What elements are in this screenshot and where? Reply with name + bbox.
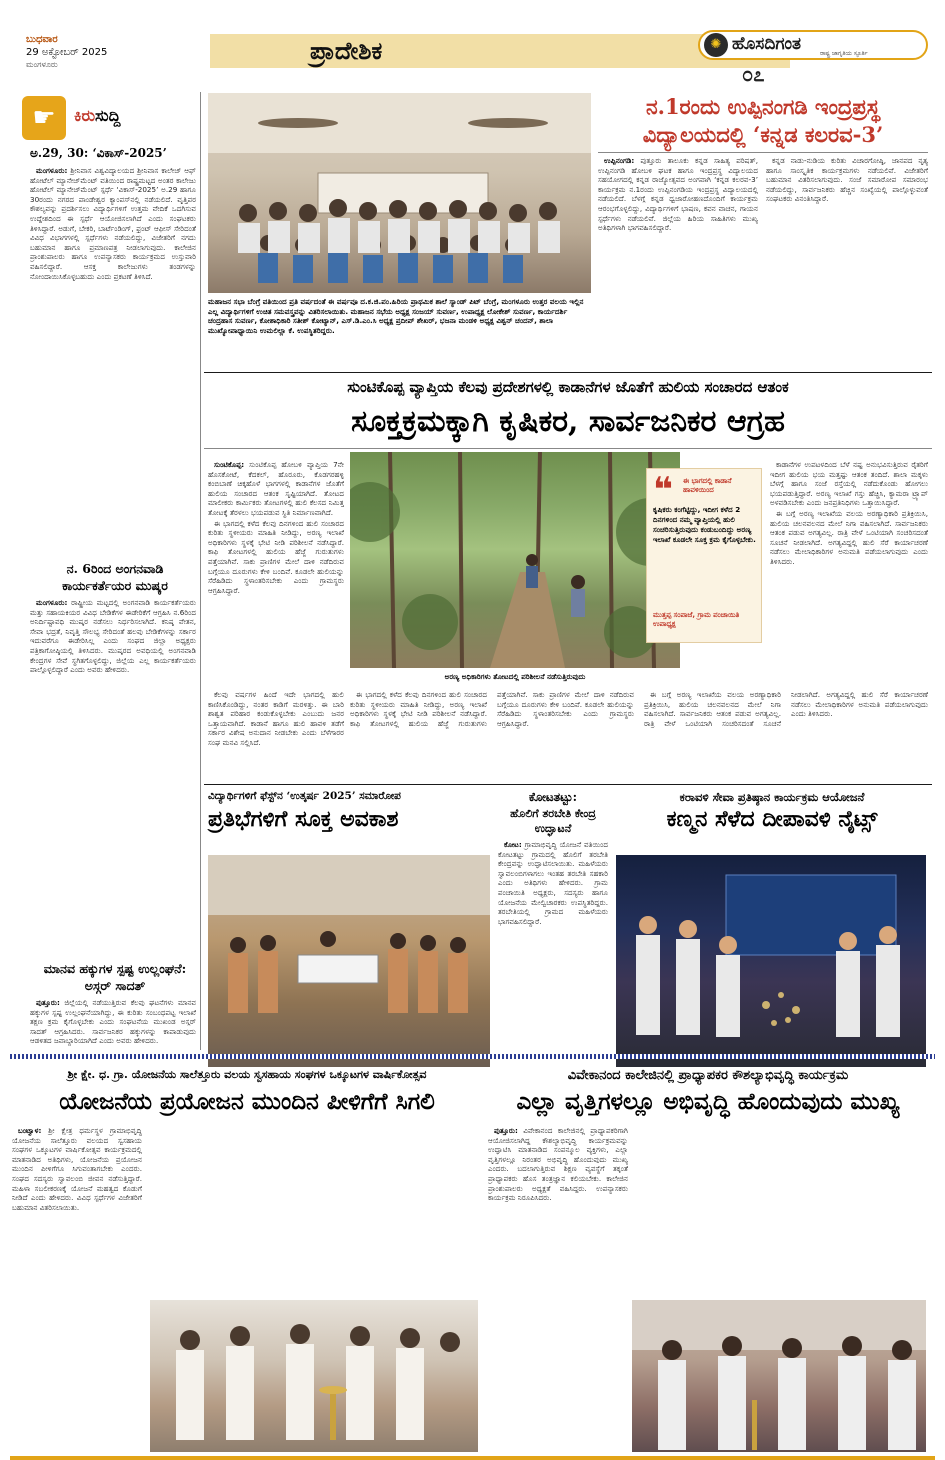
kirusuddi-title-b: ಸುದ್ದಿ	[95, 106, 121, 125]
kiru-item1-body	[30, 166, 196, 554]
bottom-accent-bar	[10, 1456, 935, 1460]
kiru-item1-dateline: ಮಂಗಳೂರು:	[36, 166, 68, 175]
kiru-item3-headline: ಮಾನವ ಹಕ್ಕುಗಳ ಸ್ಪಷ್ಟ ಉಲ್ಲಂಘನೆ: ಅಸ್ಗರ್ ಸಾದತ್	[43, 961, 187, 993]
tiger-body-c	[770, 460, 928, 676]
tiger-text-b: ಈ ಭಾಗದಲ್ಲಿ ಕಳೆದ ಕೆಲವು ದಿನಗಳಿಂದ ಹುಲಿ ಸಂಚಾರದ ಕುರಿತು ಸ್ಥಳೀಯರು ಮಾಹಿತಿ ನೀಡಿದ್ದು, ಅರಣ್ಯ ಇಲಾಖೆ ಅಧಿಕಾರಿಗಳು ಸ್ಥಳಕ್ಕೆ ಭೇಟಿ ನೀಡಿ ಪರಿಶೀಲನೆ ನಡೆಸಿದ್ದಾರೆ. ಕಾಫಿ ತೋಟಗಳಲ್ಲಿ ಹುಲಿಯ ಹೆಜ್ಜೆ ಗುರುತುಗಳು ಪತ್ತೆಯಾಗಿವೆ. ಸಾಕು ಪ್ರಾಣಿಗಳ ಮೇಲೆ ದಾಳಿ ನಡೆದಿರುವ ಬಗ್ಗೆಯೂ ದೂರುಗಳು ಕೇಳಿ ಬಂದಿವೆ. ಕೂಡಲೇ ಹುಲಿಯನ್ನು ಸೆರೆಹಿಡಿದು ಸ್ಥಳಾಂತರಿಸಬೇಕು ಎಂದು ಗ್ರಾಮಸ್ಥರು ಆಗ್ರಹಿಸಿದ್ದಾರೆ.	[208, 518, 344, 595]
kiru-item1-headline: ಅ.29, 30: ‘ವಿಕಾಸ್-2025’	[30, 146, 167, 160]
yojane-text: ಶ್ರೀ ಕ್ಷೇತ್ರ ಧರ್ಮಸ್ಥಳ ಗ್ರಾಮಾಭಿವೃದ್ಧಿ ಯೋಜನೆಯ ಸಾಲೆತ್ತೂರು ವಲಯದ ಸ್ವಸಹಾಯ ಸಂಘಗಳ ಒಕ್ಕೂಟಗಳ ವಾರ್ಷಿಕೋತ್ಸವ ಕಾರ್ಯಕ್ರಮದಲ್ಲಿ ಮಾತನಾಡಿದ ಅತಿಥಿಗಳು, ಯೋಜನೆಯ ಪ್ರಯೋಜನ ಮುಂದಿನ ಪೀಳಿಗೆಗೂ ಸಿಗುವಂತಾಗಬೇಕು ಎಂದರು. ಸಂಘದ ಸದಸ್ಯರು ಸ್ವಾವಲಂಬಿ ಜೀವನ ನಡೆಸುತ್ತಿದ್ದಾರೆ. ಮಹಿಳಾ ಸಬಲೀಕರಣಕ್ಕೆ ಯೋಜನೆ ಮಹತ್ವದ ಕೊಡುಗೆ ನೀಡಿದೆ ಎಂದು ಹೇಳಿದರು. ವಿವಿಧ ಸ್ಪರ್ಧೆಗಳ ವಿಜೇತರಿಗೆ ಬಹುಮಾನ ವಿತರಿಸಲಾಯಿತು.	[12, 1126, 142, 1212]
indraprastha-dateline: ಉಪ್ಪಿನಂಗಡಿ:	[604, 156, 635, 165]
kiru-item3-body	[30, 998, 196, 1048]
utkarsh-fest-photo	[208, 855, 490, 1067]
diwali-nights-photo	[616, 855, 926, 1067]
tiger-body-d-col	[208, 690, 344, 780]
koteththadu-text: ಗ್ರಾಮಾಭಿವೃದ್ಧಿ ಯೋಜನೆ ವತಿಯಿಂದ ಕೋಟತಟ್ಟು ಗ್ರಾಮದಲ್ಲಿ ಹೊಲಿಗೆ ತರಬೇತಿ ಕೇಂದ್ರವನ್ನು ಉದ್ಘಾಟಿಸಲಾಯಿತು. ಮಹಿಳೆಯರು ಸ್ವಾವಲಂಬಿಗಳಾಗಲು ಇಂತಹ ತರಬೇತಿ ಸಹಕಾರಿ ಎಂದು ಅತಿಥಿಗಳು ಹೇಳಿದರು. ಗ್ರಾಮ ಪಂಚಾಯಿತಿ ಅಧ್ಯಕ್ಷರು, ಸದಸ್ಯರು ಹಾಗೂ ಯೋಜನೆಯ ಮೇಲ್ವಿಚಾರಕರು ಉಪಸ್ಥಿತರಿದ್ದರು. ತರಬೇತಿಯಲ್ಲಿ ಗ್ರಾಮದ ಮಹಿಳೆಯರು ಭಾಗವಹಿಸಲಿದ್ದಾರೆ.	[498, 840, 608, 926]
brand-tagline: ರಾಷ್ಟ್ರ ಜಾಗೃತಿಯ ಸ್ಫೂರ್ತಿ	[820, 50, 868, 57]
tiger-dateline: ಸುಂಟಿಕೊಪ್ಪ:	[214, 460, 245, 469]
group-photo-illustration	[208, 93, 591, 293]
indraprastha-text-a: ಪುತ್ತೂರು ತಾಲೂಕು ಕನ್ನಡ ಸಾಹಿತ್ಯ ಪರಿಷತ್, ಉಪ್ಪಿನಂಗಡಿ ಹೋಬಳಿ ಘಟಕ ಹಾಗೂ ಇಂದ್ರಪ್ರಸ್ಥ ವಿದ್ಯಾಲಯದ ಸಹಯೋಗದಲ್ಲಿ ಕನ್ನಡ ರಾಜ್ಯೋತ್ಸವದ ಅಂಗವಾಗಿ ‘ಕನ್ನಡ ಕಲರವ-3’ ಕಾರ್ಯಕ್ರಮ ನ.1ರಂದು ಉಪ್ಪಿನಂಗಡಿಯ ಇಂದ್ರಪ್ರಸ್ಥ ವಿದ್ಯಾಲಯದಲ್ಲಿ ನಡೆಯಲಿದೆ. ಬೆಳಗ್ಗೆ ಕನ್ನಡ ಧ್ವಜಾರೋಹಣದೊಂದಿಗೆ ಕಾರ್ಯಕ್ರಮ ಆರಂಭಗೊಳ್ಳಲಿದ್ದು, ವಿದ್ಯಾರ್ಥಿಗಳಿಗೆ ಭಾಷಣ, ಕವನ ವಾಚನ, ಗಾಯನ ಸ್ಪರ್ಧೆಗಳು ನಡೆಯಲಿವೆ. ಜಿಲ್ಲೆಯ ಹಿರಿಯ ಸಾಹಿತಿಗಳು ಮುಖ್ಯ ಅತಿಥಿಗಳಾಗಿ ಭಾಗವಹಿಸಲಿದ್ದಾರೆ.	[598, 156, 758, 233]
forest-photo-caption: ಅರಣ್ಯ ಅಧಿಕಾರಿಗಳು ತೋಟದಲ್ಲಿ ಪರಿಶೀಲನೆ ನಡೆಸುತ್ತಿರುವುದು	[444, 672, 586, 681]
tiger-body-a	[208, 460, 344, 676]
college-event-illustration	[632, 1300, 926, 1452]
tiger-text-a: ಸುಂಟಿಕೊಪ್ಪ ಹೋಬಳಿ ವ್ಯಾಪ್ತಿಯ 7ನೇ ಹೊಸಕೋಟೆ, ಕೆದಕಲ್, ಹೊರೂರು, ಕೊಡಗರಹಳ್ಳಿ ಕಂಬಿಬಾಣೆ ಚಿಕ್ಕಹೊಳೆ ಭಾಗಗಳಲ್ಲಿ ಕಾಡಾನೆಗಳ ಜೊತೆಗೆ ಹುಲಿಯ ಸಂಚಾರದ ಆತಂಕ ಸೃಷ್ಟಿಯಾಗಿದೆ. ತೋಟದ ಮಾಲೀಕರು ಕಾರ್ಮಿಕರು ತೋಟಗಳಲ್ಲಿ ಹುಲಿ ಕೆಲಸದ ನಿಮಿತ್ತ ತೋಟಕ್ಕೆ ತೆರಳಲು ಭಯಪಡುವ ಸ್ಥಿತಿ ನಿರ್ಮಾಣವಾಗಿದೆ.	[208, 460, 344, 517]
koteththadu-kicker: ಕೋಟತಟ್ಟು:	[528, 790, 578, 804]
tiger-text-e: ಕೆಲವು ವರ್ಷಗಳ ಹಿಂದೆ ಇದೇ ಭಾಗದಲ್ಲಿ ಹುಲಿ ಕಾಣಿಸಿಕೊಂಡಿದ್ದು, ನಂತರ ಕಾಡಿಗೆ ಮರಳಿತ್ತು. ಈ ಬಾರಿ ಶಾಶ್ವತ ಪರಿಹಾರ ಕಂಡುಕೊಳ್ಳಬೇಕು ಎಂಬುದು ಜನರ ಒತ್ತಾಯವಾಗಿದೆ. ಕಾಡಾನೆ ಹಾಗೂ ಹುಲಿ ಹಾವಳಿ ತಡೆಗೆ ಸರ್ಕಾರ ವಿಶೇಷ ಅನುದಾನ ನೀಡಬೇಕು ಎಂದು ಬೆಳೆಗಾರರ ಸಂಘ ಮನವಿ ಸಲ್ಲಿಸಿದೆ.	[208, 690, 344, 747]
vivekananda-dateline: ಪುತ್ತೂರು:	[494, 1126, 518, 1135]
utkarsh-kicker: ವಿದ್ಯಾರ್ಥಿಗಳಿಗೆ ಫೆಸ್ಟ್‌ನ ‘ಉತ್ಕರ್ಷ 2025’ ಸಮಾರೋಪ	[208, 790, 401, 802]
divider	[204, 448, 932, 449]
hand-icon: ☛	[22, 96, 66, 140]
forest-illustration	[350, 452, 680, 668]
tiger-kicker: ಸುಂಟಿಕೊಪ್ಪ ವ್ಯಾಪ್ತಿಯ ಕೆಲವು ಪ್ರದೇಶಗಳಲ್ಲಿ ಕಾಡಾನೆಗಳ ಜೊತೆಗೆ ಹುಲಿಯ ಸಂಚಾರದ ಆತಂಕ	[347, 378, 789, 396]
masthead	[0, 0, 945, 88]
vivekananda-headline: ಎಲ್ಲಾ ವೃತ್ತಿಗಳಲ್ಲೂ ಅಭಿವೃದ್ಧಿ ಹೊಂದುವುದು ಮುಖ್ಯ	[516, 1088, 900, 1115]
indraprastha-text-b: ಕನ್ನಡ ನಾಡು-ನುಡಿಯ ಕುರಿತು ವಿಚಾರಗೋಷ್ಠಿ, ಜಾನಪದ ನೃತ್ಯ ಹಾಗೂ ಸಾಂಸ್ಕೃತಿಕ ಕಾರ್ಯಕ್ರಮಗಳು ನಡೆಯಲಿವೆ. ವಿಜೇತರಿಗೆ ಬಹುಮಾನ ವಿತರಿಸಲಾಗುವುದು. ಸಂಜೆ ಸಮಾರೋಪ ಸಮಾರಂಭ ನಡೆಯಲಿದ್ದು, ಸಾರ್ವಜನಿಕರು ಹೆಚ್ಚಿನ ಸಂಖ್ಯೆಯಲ್ಲಿ ಪಾಲ್ಗೊಳ್ಳುವಂತೆ ಸಂಘಟಕರು ವಿನಂತಿಸಿದ್ದಾರೆ.	[766, 156, 928, 204]
page-number: ೦೭	[742, 62, 765, 86]
quote-head: ಈ ಭಾಗದಲ್ಲಿ ಕಾಡಾನೆ ಹಾವಳಿಯಿಂದ	[683, 477, 732, 494]
kiru-item2-headline: ನ. 6ರಿಂದ ಅಂಗನವಾಡಿ ಕಾರ್ಯಕರ್ತೆಯರ ಮುಷ್ಕರ	[62, 561, 168, 593]
kiru-item3-dateline: ಪುತ್ತೂರು:	[36, 998, 60, 1007]
kiru-item2-text: ರಾಷ್ಟ್ರೀಯ ಮಟ್ಟದಲ್ಲಿ ಅಂಗನವಾಡಿ ಕಾರ್ಯಕರ್ತೆಯರು ಮತ್ತು ಸಹಾಯಕಿಯರ ವಿವಿಧ ಬೇಡಿಕೆಗಳ ಈಡೇರಿಕೆಗೆ ಆಗ್ರಹಿಸಿ ನ.6ರಿಂದ ಅನಿರ್ದಿಷ್ಟಾವಧಿ ಮುಷ್ಕರ ನಡೆಸಲು ನಿರ್ಧರಿಸಲಾಗಿದೆ. ಕನಿಷ್ಠ ವೇತನ, ಸೇವಾ ಭದ್ರತೆ, ನಿವೃತ್ತಿ ಸೌಲಭ್ಯ ಸೇರಿದಂತೆ ಹಲವು ಬೇಡಿಕೆಗಳನ್ನು ಸರ್ಕಾರ ಇದುವರೆಗೂ ಈಡೇರಿಸಿಲ್ಲ ಎಂದು ಸಂಘದ ಜಿಲ್ಲಾ ಅಧ್ಯಕ್ಷರು ಪತ್ರಿಕಾಗೋಷ್ಠಿಯಲ್ಲಿ ತಿಳಿಸಿದರು. ಮುಷ್ಕರದ ಅವಧಿಯಲ್ಲಿ ಅಂಗನವಾಡಿ ಕೇಂದ್ರಗಳ ಸೇವೆ ಸ್ಥಗಿತಗೊಳ್ಳಲಿದ್ದು, ಜಿಲ್ಲೆಯ ಎಲ್ಲ ಕಾರ್ಯಕರ್ತೆಯರು ಪಾಲ್ಗೊಳ್ಳಲಿದ್ದಾರೆ ಎಂದು ಅವರು ಹೇಳಿದರು.	[30, 598, 196, 675]
brand-name: ಹೊಸದಿಗಂತ	[732, 34, 802, 54]
yojane-dateline: ಬಂಟ್ವಾಳ:	[18, 1126, 42, 1135]
section-divider-strip	[10, 1054, 935, 1059]
tiger-text-d: ಈ ಬಗ್ಗೆ ಅರಣ್ಯ ಇಲಾಖೆಯ ವಲಯ ಅರಣ್ಯಾಧಿಕಾರಿ ಪ್ರತಿಕ್ರಿಯಿಸಿ, ಹುಲಿಯ ಚಲನವಲನದ ಮೇಲೆ ನಿಗಾ ವಹಿಸಲಾಗಿದೆ. ಸಾರ್ವಜನಿಕರು ಆತಂಕ ಪಡುವ ಅಗತ್ಯವಿಲ್ಲ. ರಾತ್ರಿ ವೇಳೆ ಒಂಟಿಯಾಗಿ ಸಂಚರಿಸದಂತೆ ಸೂಚನೆ ನೀಡಲಾಗಿದೆ. ಅಗತ್ಯವಿದ್ದಲ್ಲಿ ಹುಲಿ ಸೆರೆ ಕಾರ್ಯಾಚರಣೆ ನಡೆಸಲು ಮೇಲಾಧಿಕಾರಿಗಳ ಅನುಮತಿ ಪಡೆಯಲಾಗುವುದು ಎಂದು ತಿಳಿಸಿದರು.	[770, 508, 928, 566]
quote-icon: ❝	[653, 470, 673, 510]
tiger-text-b-cont: ಈ ಭಾಗದಲ್ಲಿ ಕಳೆದ ಕೆಲವು ದಿನಗಳಿಂದ ಹುಲಿ ಸಂಚಾರದ ಕುರಿತು ಸ್ಥಳೀಯರು ಮಾಹಿತಿ ನೀಡಿದ್ದು, ಅರಣ್ಯ ಇಲಾಖೆ ಅಧಿಕಾರಿಗಳು ಸ್ಥಳಕ್ಕೆ ಭೇಟಿ ನೀಡಿ ಪರಿಶೀಲನೆ ನಡೆಸಿದ್ದಾರೆ. ಕಾಫಿ ತೋಟಗಳಲ್ಲಿ ಹುಲಿಯ ಹೆಜ್ಜೆ ಗುರುತುಗಳು ಪತ್ತೆಯಾಗಿವೆ. ಸಾಕು ಪ್ರಾಣಿಗಳ ಮೇಲೆ ದಾಳಿ ನಡೆದಿರುವ ಬಗ್ಗೆಯೂ ದೂರುಗಳು ಕೇಳಿ ಬಂದಿವೆ. ಕೂಡಲೇ ಹುಲಿಯನ್ನು ಸೆರೆಹಿಡಿದು ಸ್ಥಳಾಂತರಿಸಬೇಕು ಎಂದು ಗ್ರಾಮಸ್ಥರು ಆಗ್ರಹಿಸಿದ್ದಾರೆ.	[350, 690, 634, 728]
koteththadu-dateline: ಕೋಟ:	[504, 840, 522, 849]
lamp-icon: ✺	[704, 33, 728, 57]
vivekananda-body	[488, 1126, 628, 1452]
tiger-body-continued	[350, 690, 928, 780]
indraprastha-body-a	[598, 156, 758, 344]
issue-date: 29 ಅಕ್ಟೋಬರ್ 2025	[26, 47, 108, 58]
diwali-stage-illustration	[616, 855, 926, 1067]
kirusuddi-title-a: ಕಿರು	[74, 106, 96, 125]
yojane-kicker: ಶ್ರೀ ಕ್ಷೇ. ಧ. ಗ್ರಾ. ಯೋಜನೆಯ ಸಾಲೆತ್ತೂರು ವಲಯ ಸ್ವಸಹಾಯ ಸಂಘಗಳ ಒಕ್ಕೂಟಗಳ ವಾರ್ಷಿಕೋತ್ಸವ	[67, 1068, 427, 1081]
weekday: ಬುಧವಾರ	[26, 34, 58, 45]
column-rule	[200, 92, 201, 1050]
kirusuddi-title	[74, 106, 120, 126]
forest-officials-photo	[350, 452, 680, 668]
stage-illustration	[208, 855, 490, 1067]
diwali-headline: ಕಣ್ಮನ ಸೆಳೆದ ದೀಪಾವಳಿ ನೈಟ್ಸ್	[666, 806, 878, 832]
koteththadu-headline: ಹೊಲಿಗೆ ತರಬೇತಿ ಕೇಂದ್ರ ಉದ್ಘಾಟನೆ	[510, 807, 596, 835]
quote-author: ಮುತ್ತಪ್ಪ ಸಂಪಾಜೆ, ಗ್ರಾಮ ಪಂಚಾಯಿತಿ ಉಪಾಧ್ಯಕ್ಷ	[653, 611, 740, 628]
vivekananda-event-photo	[632, 1300, 926, 1452]
divider	[204, 372, 932, 373]
kiru-item3-text: ಜಿಲ್ಲೆಯಲ್ಲಿ ನಡೆಯುತ್ತಿರುವ ಕೆಲವು ಘಟನೆಗಳು ಮಾನವ ಹಕ್ಕುಗಳ ಸ್ಪಷ್ಟ ಉಲ್ಲಂಘನೆಯಾಗಿದ್ದು, ಈ ಕುರಿತು ಸಂಬಂಧಪಟ್ಟ ಇಲಾಖೆ ತಕ್ಷಣ ಕ್ರಮ ಕೈಗೊಳ್ಳಬೇಕು ಎಂದು ಸಂಘಟನೆಯ ಮುಖಂಡ ಅಸ್ಗರ್ ಸಾದತ್ ಆಗ್ರಹಿಸಿದರು. ಸಾರ್ವಜನಿಕರ ಹಕ್ಕುಗಳನ್ನು ಕಾಪಾಡುವುದು ಆಡಳಿತದ ಜವಾಬ್ದಾರಿಯಾಗಿದೆ ಎಂದು ಅವರು ಹೇಳಿದರು.	[30, 998, 196, 1046]
date-block	[26, 34, 146, 78]
indraprastha-body-b	[766, 156, 928, 344]
tiger-text-d-cont: ಈ ಬಗ್ಗೆ ಅರಣ್ಯ ಇಲಾಖೆಯ ವಲಯ ಅರಣ್ಯಾಧಿಕಾರಿ ಪ್ರತಿಕ್ರಿಯಿಸಿ, ಹುಲಿಯ ಚಲನವಲನದ ಮೇಲೆ ನಿಗಾ ವಹಿಸಲಾಗಿದೆ. ಸಾರ್ವಜನಿಕರು ಆತಂಕ ಪಡುವ ಅಗತ್ಯವಿಲ್ಲ. ರಾತ್ರಿ ವೇಳೆ ಒಂಟಿಯಾಗಿ ಸಂಚರಿಸದಂತೆ ಸೂಚನೆ ನೀಡಲಾಗಿದೆ. ಅಗತ್ಯವಿದ್ದಲ್ಲಿ ಹುಲಿ ಸೆರೆ ಕಾರ್ಯಾಚರಣೆ ನಡೆಸಲು ಮೇಲಾಧಿಕಾರಿಗಳ ಅನುಮತಿ ಪಡೆಯಲಾಗುವುದು ಎಂದು ತಿಳಿಸಿದರು.	[644, 690, 928, 728]
kiru-item1-text: ಶ್ರೀನಿವಾಸ ವಿಶ್ವವಿದ್ಯಾಲಯದ ಶ್ರೀನಿವಾಸ ಕಾಲೇಜ್ ಆಫ್ ಹೋಟೆಲ್ ಮ್ಯಾನೇಜ್‌ಮೆಂಟ್ ವತಿಯಿಂದ ರಾಷ್ಟ್ರಮಟ್ಟದ ಅಂತರ ಕಾಲೇಜು ಹೋಟೆಲ್ ಮ್ಯಾನೇಜ್‌ಮೆಂಟ್ ಸ್ಪರ್ಧೆ ‘ವಿಕಾಸ್-2025’ ಅ.29 ಹಾಗೂ 30ರಂದು ನಗರದ ಪಾಂಡೇಶ್ವರ ಕ್ಯಾಂಪಸ್‌ನಲ್ಲಿ ನಡೆಯಲಿದೆ. ವೃತ್ತಿಪರ ಕೌಶಲ್ಯವನ್ನು ಪ್ರದರ್ಶಿಸಲು ವಿದ್ಯಾರ್ಥಿಗಳಿಗೆ ಉತ್ತಮ ವೇದಿಕೆ ಒದಗಿಸುವ ಉದ್ದೇಶದಿಂದ ಈ ಸ್ಪರ್ಧೆ ಆಯೋಜಿಸಲಾಗಿದೆ ಎಂದು ಸಂಘಟಕರು ತಿಳಿಸಿದ್ದಾರೆ. ಅಡುಗೆ, ಬೇಕರಿ, ಬಾರ್ಟೆಂಡಿಂಗ್, ಫ್ರಂಟ್ ಆಫೀಸ್ ಸೇರಿದಂತೆ ವಿವಿಧ ವಿಭಾಗಗಳಲ್ಲಿ ಸ್ಪರ್ಧೆಗಳು ನಡೆಯಲಿದ್ದು, ವಿಜೇತರಿಗೆ ನಗದು ಬಹುಮಾನ ಹಾಗೂ ಪ್ರಮಾಣಪತ್ರ ನೀಡಲಾಗುವುದು. ಕಾಲೇಜಿನ ಪ್ರಾಂಶುಪಾಲರು ಹಾಗೂ ಉಪನ್ಯಾಸಕರು ಕಾರ್ಯಕ್ರಮದ ಉಸ್ತುವಾರಿ ವಹಿಸಲಿದ್ದಾರೆ. ಆಸಕ್ತ ಕಾಲೇಜುಗಳು ತಂಡಗಳನ್ನು ನೋಂದಾಯಿಸಿಕೊಳ್ಳಬಹುದು ಎಂದು ಪ್ರಕಟಣೆ ತಿಳಿಸಿದೆ.	[30, 166, 196, 281]
lamp-lighting-illustration	[150, 1300, 478, 1452]
brand-logo	[698, 30, 928, 60]
yojane-body	[12, 1126, 142, 1452]
section-title: ಪ್ರಾದೇಶಿಕ	[310, 36, 383, 65]
kiru-item2-body	[30, 598, 196, 953]
edition-city: ಮಂಗಳೂರು	[26, 60, 58, 69]
yojane-headline: ಯೋಜನೆಯ ಪ್ರಯೋಜನ ಮುಂದಿನ ಪೀಳಿಗೆಗೆ ಸಿಗಲಿ	[59, 1088, 435, 1115]
yojane-event-photo	[150, 1300, 478, 1452]
kiru-item2-dateline: ಮಂಗಳೂರು:	[36, 598, 68, 607]
school-uniform-photo	[208, 93, 591, 293]
vivekananda-kicker: ವಿವೇಕಾನಂದ ಕಾಲೇಜಿನಲ್ಲಿ ಪ್ರಾಧ್ಯಾಪಕರ ಕೌಶಲ್ಯಾಭಿವೃದ್ಧಿ ಕಾರ್ಯಕ್ರಮ	[567, 1068, 849, 1083]
divider	[598, 152, 928, 153]
indraprastha-headline-1: ನ.1ರಂದು ಉಪ್ಪಿನಂಗಡಿ ಇಂದ್ರಪ್ರಸ್ಥ	[645, 94, 881, 119]
diwali-kicker: ಕರಾವಳಿ ಸೇವಾ ಪ್ರತಿಷ್ಠಾನ ಕಾರ್ಯಕ್ರಮ ಆಯೋಜನೆ	[679, 790, 865, 804]
quote-box	[646, 468, 762, 643]
indraprastha-headline-2: ವಿದ್ಯಾಲಯದಲ್ಲಿ ‘ಕನ್ನಡ ಕಲರವ-3’	[642, 122, 884, 147]
tiger-headline: ಸೂಕ್ತಕ್ರಮಕ್ಕಾಗಿ ಕೃಷಿಕರ, ಸಾರ್ವಜನಿಕರ ಆಗ್ರಹ	[351, 404, 785, 439]
school-photo-caption: ಮಹಾಜನ ಸಭಾ ಬೆಂಗ್ರೆ ವತಿಯಿಂದ ಪ್ರತಿ ವರ್ಷದಂತೆ ಈ ವರ್ಷವೂ ದ.ಕ.ಜಿ.ಪಂ.ಹಿರಿಯ ಪ್ರಾಥಮಿಕ ಶಾಲೆ ಸ್ಯಾಂಡ್ ಪಿಟ್ ಬೆಂಗ್ರೆ, ಮಂಗಳೂರು ಉತ್ತರ ವಲಯ ಇಲ್ಲಿನ ಎಲ್ಲ ವಿದ್ಯಾರ್ಥಿಗಳಿಗೆ ಉಚಿತ ಸಮವಸ್ತ್ರವನ್ನು ವಿತರಿಸಲಾಯಿತು. ಮಹಾಜನ ಸಭೆಯ ಅಧ್ಯಕ್ಷ ಸಂಜಯ್ ಸುವರ್ಣ, ಉಪಾಧ್ಯಕ್ಷ ಲೋಕೇಶ್ ಸುವರ್ಣ, ಕಾರ್ಯದರ್ಶಿ ಚಂದ್ರಹಾಸ ಸುವರ್ಣ, ಕೋಶಾಧಿಕಾರಿ ಸತೀಶ್ ಕೋಟ್ಯಾನ್, ಎಸ್.ಡಿ.ಎಂ.ಸಿ ಅಧ್ಯಕ್ಷ ಪ್ರದೀಪ್ ಶೇಖರ್, ಭಜನಾ ಮಂಡಳಿ ಅಧ್ಯಕ್ಷ ವಿಶ್ವನ್ ಚಂದನ್, ಶಾಲಾ ಮುಖ್ಯೋಪಾಧ್ಯಾಯಿನಿ ಉಮಲಿಲ್ಲಾ ಕೆ. ಉಪಸ್ಥಿತರಿದ್ದರು.	[208, 297, 584, 335]
kirusuddi-header	[22, 96, 172, 140]
tiger-text-c: ಕಾಡಾನೆಗಳ ಉಪಟಳದಿಂದ ಬೆಳೆ ನಷ್ಟ ಅನುಭವಿಸುತ್ತಿರುವ ರೈತರಿಗೆ ಇದೀಗ ಹುಲಿಯ ಭಯ ಮತ್ತಷ್ಟು ಆತಂಕ ತಂದಿದೆ. ಶಾಲಾ ಮಕ್ಕಳು ಬೆಳಗ್ಗೆ ಹಾಗೂ ಸಂಜೆ ರಸ್ತೆಯಲ್ಲಿ ನಡೆದುಕೊಂಡು ಹೋಗಲು ಭಯಪಡುತ್ತಿದ್ದಾರೆ. ಅರಣ್ಯ ಇಲಾಖೆ ಗಸ್ತು ಹೆಚ್ಚಿಸಿ, ಕ್ಯಾಮರಾ ಟ್ರ್ಯಾಪ್ ಅಳವಡಿಸಬೇಕು ಎಂದು ಜನಪ್ರತಿನಿಧಿಗಳು ಒತ್ತಾಯಿಸಿದ್ದಾರೆ.	[770, 460, 928, 508]
vivekananda-text: ವಿವೇಕಾನಂದ ಕಾಲೇಜಿನಲ್ಲಿ ಪ್ರಾಧ್ಯಾಪಕರಿಗಾಗಿ ಆಯೋಜಿಸಲಾಗಿದ್ದ ಕೌಶಲ್ಯಾಭಿವೃದ್ಧಿ ಕಾರ್ಯಕ್ರಮವನ್ನು ಉದ್ಘಾಟಿಸಿ ಮಾತನಾಡಿದ ಸಂಪನ್ಮೂಲ ವ್ಯಕ್ತಿಗಳು, ಎಲ್ಲಾ ವೃತ್ತಿಗಳಲ್ಲೂ ನಿರಂತರ ಅಭಿವೃದ್ಧಿ ಹೊಂದುವುದು ಮುಖ್ಯ ಎಂದರು. ಬದಲಾಗುತ್ತಿರುವ ಶಿಕ್ಷಣ ವ್ಯವಸ್ಥೆಗೆ ತಕ್ಕಂತೆ ಪ್ರಾಧ್ಯಾಪಕರು ಹೊಸ ತಂತ್ರಜ್ಞಾನ ಕಲಿಯಬೇಕು. ಕಾಲೇಜಿನ ಪ್ರಾಂಶುಪಾಲರು ಅಧ್ಯಕ್ಷತೆ ವಹಿಸಿದ್ದರು. ಉಪನ್ಯಾಸಕರು ಕಾರ್ಯಕ್ರಮ ನಿರೂಪಿಸಿದರು.	[488, 1126, 628, 1203]
quote-body: ಕೃಷಿಕರು ಕಂಗೆಟ್ಟಿದ್ದು, ಇದೀಗ ಕಳೆದ 2 ದಿನಗಳಿಂದ ನಮ್ಮ ವ್ಯಾಪ್ತಿಯಲ್ಲಿ ಹುಲಿ ಸಂಚರಿಸುತ್ತಿರುವುದು ಕಂಡುಬಂದಿದ್ದು ಅರಣ್ಯ ಇಲಾಖೆ ಕೂಡಲೇ ಸೂಕ್ತ ಕ್ರಮ ಕೈಗೊಳ್ಳಬೇಕು.	[653, 505, 756, 544]
utkarsh-headline: ಪ್ರತಿಭೆಗಳಿಗೆ ಸೂಕ್ತ ಅವಕಾಶ	[208, 806, 399, 832]
koteththadu-body	[498, 840, 608, 1048]
divider	[204, 784, 932, 785]
